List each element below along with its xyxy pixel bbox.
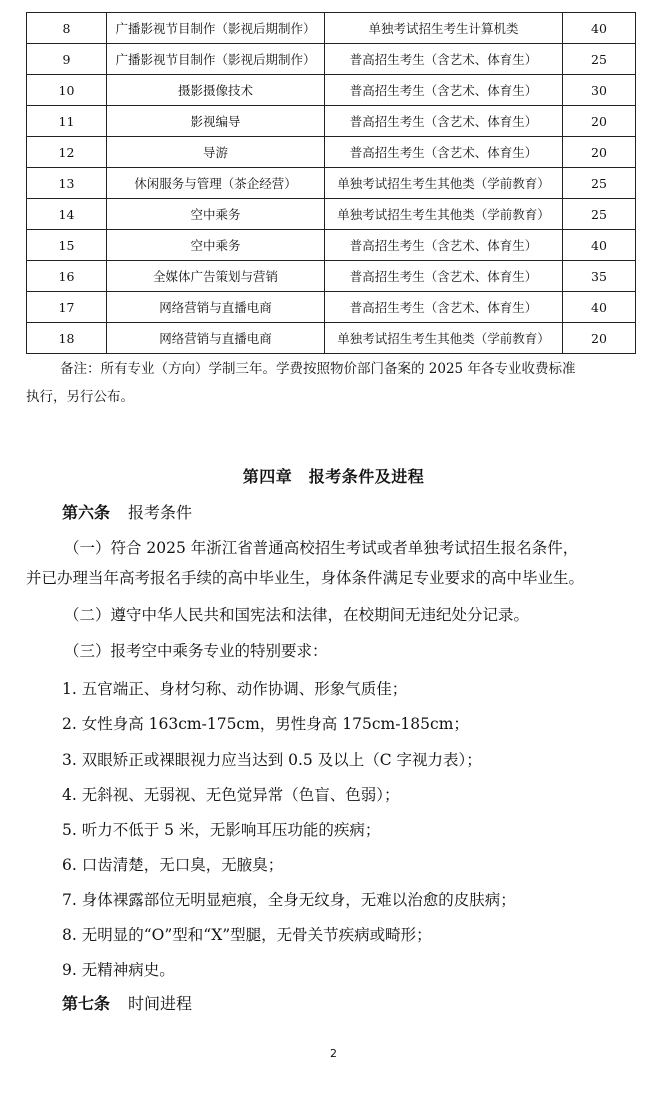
enrollment-type-cell: 单独考试招生考生计算机类	[325, 13, 563, 44]
enrollment-type-cell: 普高招生考生（含艺术、体育生）	[325, 230, 563, 261]
quota-count-cell: 40	[563, 292, 636, 323]
condition-2	[26, 600, 644, 630]
requirement-item: 1. 五官端正、身材匀称、动作协调、形象气质佳；	[62, 680, 408, 698]
requirement-item: 4. 无斜视、无弱视、无色觉异常（色盲、色弱）；	[62, 786, 400, 804]
quota-count-cell: 30	[563, 75, 636, 106]
enrollment-type-cell: 普高招生考生（含艺术、体育生）	[325, 292, 563, 323]
major-cell: 全媒体广告策划与营销	[107, 261, 325, 292]
article-6-title: 报考条件	[128, 503, 193, 522]
table-row	[27, 137, 636, 168]
requirement-item: 9. 无精神病史。	[62, 961, 175, 979]
row-number-cell: 11	[27, 106, 107, 137]
row-number-cell: 12	[27, 137, 107, 168]
row-number-cell: 13	[27, 168, 107, 199]
quota-count-cell: 20	[563, 323, 636, 354]
quota-table-body	[27, 13, 636, 354]
quota-count-cell: 20	[563, 137, 636, 168]
enrollment-type-cell: 单独考试招生考生其他类（学前教育）	[325, 199, 563, 230]
condition-1-line-2: 并已办理当年高考报名手续的高中毕业生，身体条件满足专业要求的高中毕业生。	[26, 569, 585, 587]
table-row	[27, 106, 636, 137]
table-row	[27, 292, 636, 323]
table-row	[27, 261, 636, 292]
quota-count-cell: 25	[563, 168, 636, 199]
table-row	[27, 75, 636, 106]
note-line-2: 执行，另行公布。	[26, 389, 134, 405]
major-cell: 摄影摄像技术	[107, 75, 325, 106]
row-number-cell: 14	[27, 199, 107, 230]
row-number-cell: 10	[27, 75, 107, 106]
quota-count-cell: 40	[563, 13, 636, 44]
major-cell: 影视编导	[107, 106, 325, 137]
chapter-title: 第四章 报考条件及进程	[242, 467, 425, 486]
page-number: 2	[330, 1047, 337, 1060]
quota-count-cell: 25	[563, 44, 636, 75]
row-number-cell: 15	[27, 230, 107, 261]
note-line-1: 备注：所有专业（方向）学制三年。学费按照物价部门备案的 2025 年各专业收费标准	[60, 361, 576, 377]
enrollment-type-cell: 普高招生考生（含艺术、体育生）	[325, 137, 563, 168]
row-number-cell: 18	[27, 323, 107, 354]
table-row	[27, 323, 636, 354]
major-cell: 网络营销与直播电商	[107, 323, 325, 354]
major-cell: 导游	[107, 137, 325, 168]
requirement-item: 7. 身体裸露部位无明显疤痕，全身无纹身，无难以治愈的皮肤病；	[62, 891, 516, 909]
quota-count-cell: 35	[563, 261, 636, 292]
table-row	[27, 168, 636, 199]
condition-2-text: （二）遵守中华人民共和国宪法和法律，在校期间无违纪处分记录。	[64, 606, 530, 624]
table-row	[27, 13, 636, 44]
enrollment-type-cell: 单独考试招生考生其他类（学前教育）	[325, 323, 563, 354]
quota-count-cell: 25	[563, 199, 636, 230]
major-cell: 空中乘务	[107, 230, 325, 261]
requirement-item: 3. 双眼矫正或裸眼视力应当达到 0.5 及以上（C 字视力表）；	[62, 751, 482, 769]
condition-1-line-1: （一）符合 2025 年浙江省普通高校招生考试或者单独考试招生报名条件，	[64, 539, 579, 557]
major-cell: 网络营销与直播电商	[107, 292, 325, 323]
table-row	[27, 199, 636, 230]
enrollment-type-cell: 普高招生考生（含艺术、体育生）	[325, 75, 563, 106]
major-cell: 广播影视节目制作（影视后期制作）	[107, 44, 325, 75]
table-row	[27, 230, 636, 261]
requirement-item: 6. 口齿清楚，无口臭，无腋臭；	[62, 856, 284, 874]
article-7-title: 时间进程	[128, 994, 193, 1013]
row-number-cell: 8	[27, 13, 107, 44]
enrollment-quota-table	[26, 12, 636, 354]
enrollment-type-cell: 单独考试招生考生其他类（学前教育）	[325, 168, 563, 199]
article-7-label: 第七条	[62, 994, 111, 1013]
requirement-item: 5. 听力不低于 5 米，无影响耳压功能的疾病；	[62, 821, 381, 839]
major-cell: 休闲服务与管理（茶企经营）	[107, 168, 325, 199]
quota-count-cell: 40	[563, 230, 636, 261]
table-note	[26, 355, 638, 411]
requirement-item: 8. 无明显的“O”型和“X”型腿，无骨关节疾病或畸形；	[62, 926, 432, 944]
condition-1	[26, 533, 644, 593]
article-6-heading	[62, 500, 192, 523]
enrollment-type-cell: 普高招生考生（含艺术、体育生）	[325, 261, 563, 292]
quota-count-cell: 20	[563, 106, 636, 137]
article-6-label: 第六条	[62, 503, 111, 522]
row-number-cell: 17	[27, 292, 107, 323]
enrollment-type-cell: 普高招生考生（含艺术、体育生）	[325, 44, 563, 75]
condition-3	[26, 636, 644, 666]
row-number-cell: 9	[27, 44, 107, 75]
condition-3-text: （三）报考空中乘务专业的特别要求：	[64, 642, 328, 660]
requirement-item: 2. 女性身高 163cm-175cm，男性身高 175cm-185cm；	[62, 715, 469, 733]
major-cell: 空中乘务	[107, 199, 325, 230]
enrollment-type-cell: 普高招生考生（含艺术、体育生）	[325, 106, 563, 137]
row-number-cell: 16	[27, 261, 107, 292]
major-cell: 广播影视节目制作（影视后期制作）	[107, 13, 325, 44]
article-7-heading	[62, 991, 192, 1014]
table-row	[27, 44, 636, 75]
